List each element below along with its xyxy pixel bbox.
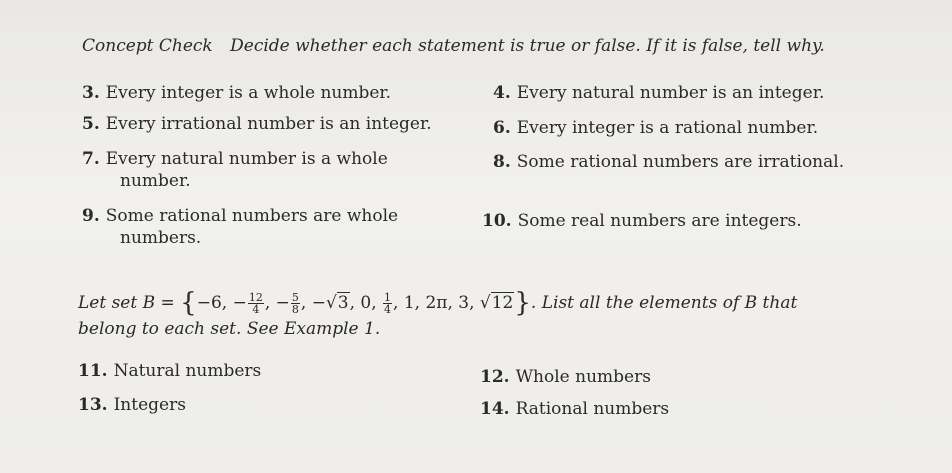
concept-check-instruction: Decide whether each statement is true or false. If it is false, tell why.: [230, 36, 825, 56]
statement-5: 5. Every irrational number is an integer.: [82, 114, 432, 134]
statement-10: 10. Some real numbers are integers.: [482, 211, 802, 231]
exercise-11: 11. Natural numbers: [78, 361, 262, 381]
statement-7: 7. Every natural number is a whole number.: [82, 149, 388, 191]
exercise-13: 13. Integers: [78, 395, 186, 415]
statement-9: 9. Some rational numbers are whole numbers.: [82, 206, 399, 248]
statement-8: 8. Some rational numbers are irrational.: [493, 152, 845, 172]
statement-6: 6. Every integer is a rational number.: [493, 118, 819, 138]
concept-check-label: Concept Check: [82, 36, 213, 56]
concept-check-header: [82, 36, 825, 56]
statement-4: 4. Every natural number is an integer.: [493, 83, 825, 103]
set-definition-line2: belong to each set. See Example 1.: [78, 319, 381, 339]
set-b-elements: {−6, − $\frac{12}{4}$ , − $\frac{5}{8}$ , −√3, 0, $\frac{1}{4}$ , 1, 2π, 3, √12}: [180, 288, 531, 318]
exercise-14: 14. Rational numbers: [480, 399, 670, 419]
exercise-12: 12. Whole numbers: [480, 367, 651, 387]
statement-3: 3. Every integer is a whole number.: [82, 83, 392, 103]
set-definition: Let set B = {−6, − $\frac{12}{4}$ , − $\frac{5}{8}$ , −√3, 0, $\frac{1}{4}$ , 1, 2π, 3, √12}. List all the elements of B that belong to each set. See Example 1.: [78, 288, 798, 339]
